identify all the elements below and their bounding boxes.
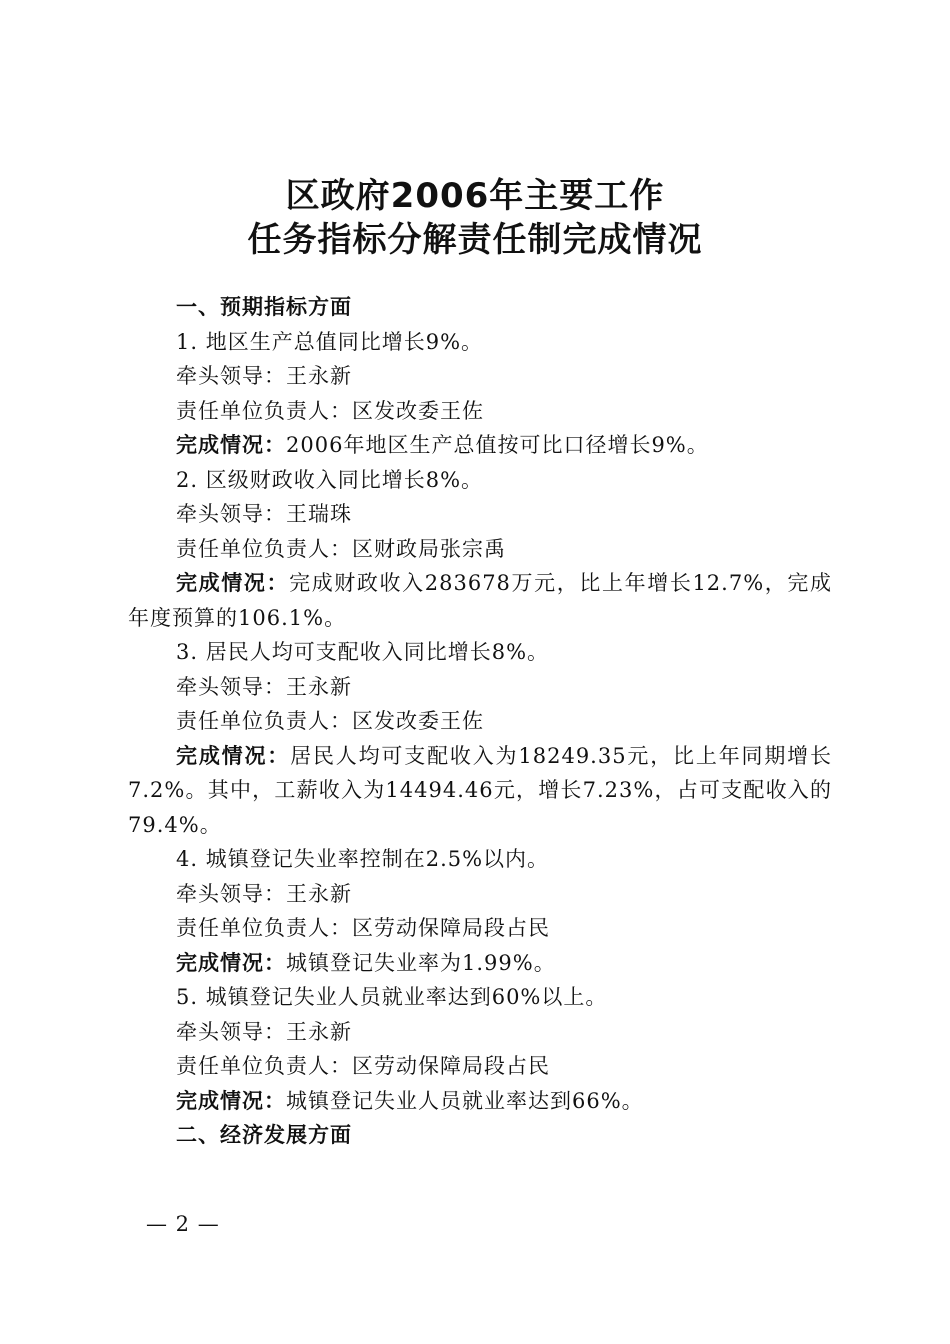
status-label: 完成情况： [176, 433, 286, 457]
item-5-heading: 5. 城镇登记失业人员就业率达到60%以上。 [176, 985, 608, 1009]
item-5-leader: 牵头领导：王永新 [176, 1019, 352, 1044]
item-4-leader: 牵头领导：王永新 [176, 881, 352, 906]
item-4-owner: 责任单位负责人：区劳动保障局段占民 [176, 916, 550, 940]
document-body [128, 290, 832, 1153]
item-2-heading: 2. 区级财政收入同比增长8%。 [176, 467, 484, 492]
item-1-status [128, 428, 832, 463]
item-5-status [128, 1084, 832, 1119]
item-4-heading: 4. 城镇登记失业率控制在2.5%以内。 [176, 847, 550, 871]
item-5-status-text: 城镇登记失业人员就业率达到66%。 [286, 1088, 644, 1113]
status-label: 完成情况： [176, 571, 290, 595]
document-title-line-1: 区政府2006年主要工作 [285, 176, 665, 216]
item-4-status [128, 946, 832, 981]
section-heading-expected-indicators: 一、预期指标方面 [176, 295, 352, 319]
item-3-status-text-1: 居民人均可支配收入为18249.35元，比上年同期增长 [290, 743, 832, 768]
status-label: 完成情况： [176, 743, 291, 768]
item-1-status-text: 2006年地区生产总值按可比口径增长9%。 [286, 433, 709, 457]
item-5-owner: 责任单位负责人：区劳动保障局段占民 [176, 1054, 550, 1078]
item-4-status-text: 城镇登记失业率为1.99%。 [286, 950, 556, 975]
item-3-status [128, 739, 832, 774]
item-2-status-text-1: 完成财政收入283678万元，比上年增长12.7%，完成 [289, 571, 832, 595]
item-1-owner: 责任单位负责人：区发改委王佐 [176, 398, 484, 423]
page-number: — 2 — [146, 1212, 220, 1236]
status-label: 完成情况： [176, 1088, 286, 1113]
item-1-leader: 牵头领导：王永新 [176, 364, 352, 388]
item-2-status [128, 566, 832, 601]
item-3-owner: 责任单位负责人：区发改委王佐 [176, 709, 484, 733]
item-2-leader: 牵头领导：王瑞珠 [176, 502, 352, 526]
item-3-heading: 3. 居民人均可支配收入同比增长8%。 [176, 640, 550, 664]
item-3-status-text-3: 79.4%。 [128, 812, 222, 837]
section-heading-economic-development: 二、经济发展方面 [176, 1123, 352, 1147]
item-2-status-text-2: 年度预算的106.1%。 [128, 605, 347, 630]
item-3-status-text-2: 7.2%。其中，工薪收入为14494.46元，增长7.23%，占可支配收入的 [128, 778, 832, 802]
document-title-line-2: 任务指标分解责任制完成情况 [247, 220, 703, 260]
item-1-heading: 1. 地区生产总值同比增长9%。 [176, 329, 484, 354]
item-2-owner: 责任单位负责人：区财政局张宗禹 [176, 536, 506, 561]
status-label: 完成情况： [176, 950, 286, 975]
item-3-leader: 牵头领导：王永新 [176, 674, 352, 699]
